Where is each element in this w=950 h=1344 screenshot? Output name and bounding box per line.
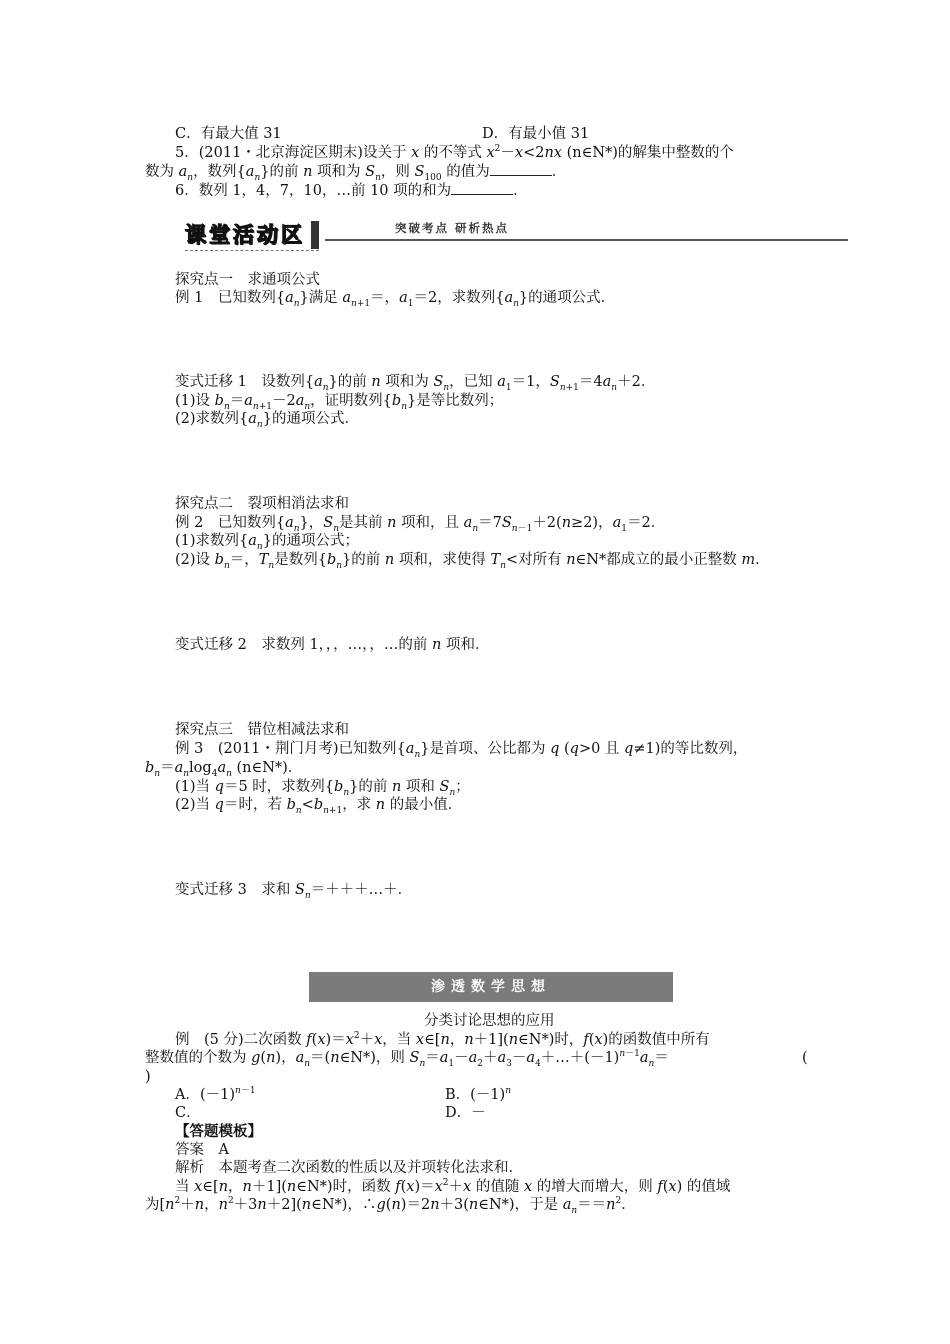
section-marker xyxy=(311,221,319,249)
example-3-line1: 例 3 (2011・荆门月考)已知数列$\{a_n\}$是首项、公比都为 q (q>0 且 q≠1)的等比数列， xyxy=(175,741,748,760)
section-subtitle: 突破考点 研析热点 xyxy=(395,221,510,235)
section-header xyxy=(185,219,848,253)
example-2: 例 2 已知数列$\{a_n\}$，$S_n$是其前 n 项和，且 $a_n=7S_{n-1}+2(n\ge 2)$，$a_1=2$． xyxy=(175,515,666,534)
question-5-line1: 5．(2011・北京海淀区期末)设关于 x 的不等式 $x^2-x<2nx$ (n∈N*)的解集中整数的个 xyxy=(175,144,734,161)
variant-2: 变式迁移 2 求数列 1，，，…，，…的前 n 项和． xyxy=(175,637,490,653)
question-5-line2: 数为 $a_n$，数列$\{a_n\}$的前 n 项和为 $S_n$，则 $S_{100}$ 的值为 ． xyxy=(145,164,567,183)
section-rule xyxy=(325,239,848,241)
section-title: 课堂活动区 xyxy=(185,223,305,247)
point-2-title: 探究点二 裂项相消法求和 xyxy=(175,496,349,512)
option-a: A．$(-1)^{n-1}$ xyxy=(175,1086,256,1103)
variant-1-line1: 变式迁移 1 设数列$\{a_n\}$的前 n 项和为 $S_n$，已知 $a_1=1$，$S_{n+1}=4a_n+2$． xyxy=(175,374,656,393)
answer-paren-close: ) xyxy=(145,1069,151,1085)
point-3-title: 探究点三 错位相减法求和 xyxy=(175,722,349,738)
question-6: 6．数列 1，4，7，10，…前 10 项的和为 ． xyxy=(175,183,528,199)
answer-blank xyxy=(451,182,513,195)
option-d: D．有最小值 31 xyxy=(482,126,590,142)
answer-blank xyxy=(490,163,552,176)
option-d-2: D．－ xyxy=(445,1105,486,1121)
example-3-part1: (1)当 q＝5 时，求数列$\{b_n\}$的前 n 项和 $S_n$； xyxy=(175,779,470,798)
example-line2: 整数值的个数为 g(n)，$a_n=(n\in N*)$，则 $S_n=a_1-a_2+a_3-a_4+\dots+(-1)^{n-1}a_n=$ xyxy=(145,1049,669,1069)
answer-template-title: 【答题模板】 xyxy=(175,1123,262,1140)
example-2-part2: (2)设 $b_n=$，$T_n$是数列$\{b_n\}$的前 n 项和，求使得 $T_n<$对所有 n∈N*都成立的最小正整数 m． xyxy=(175,552,770,571)
subsection-title: 分类讨论思想的应用 xyxy=(424,1013,555,1029)
analysis-line: 解析 本题考查二次函数的性质以及并项转化法求和． xyxy=(175,1160,523,1176)
option-c-2: C． xyxy=(175,1105,201,1121)
example-1: 例 1 已知数列$\{a_n\}$满足 $a_{n+1}=$，$a_1=2$，求数列$\{a_n\}$的通项公式． xyxy=(175,290,616,309)
section-dash xyxy=(185,250,319,251)
example-line1: 例 (5 分)二次函数 $f(x)=x^2+x$，当 x∈[n，n＋1](n∈N*)时，f(x)的函数值中所有 xyxy=(175,1031,710,1048)
solution-line2: 为[$n^2+n$，$n^2+3n+2](n\in N*)$，∴g(n)＝2n＋3(n∈N*)，于是 $a_n==n^2$． xyxy=(145,1196,636,1216)
example-3-line2: $b_n=a_n\log_4a_n$ (n∈N*)． xyxy=(145,760,303,779)
point-1-title: 探究点一 求通项公式 xyxy=(175,272,320,288)
variant-1-line2: (1)设 $b_n=a_{n+1}-2a_n$，证明数列$\{b_n\}$是等比数列； xyxy=(175,393,504,412)
thinking-banner: 渗透数学思想 xyxy=(309,972,673,1002)
answer-line: 答案 A xyxy=(175,1142,229,1158)
example-3-part2: (2)当 q＝时，若 $b_n<b_{n+1}$，求 n 的最小值． xyxy=(175,797,463,816)
variant-3: 变式迁移 3 求和 $S_n=+++\dots+$． xyxy=(175,882,413,901)
solution-line1: 当 x∈[n，n＋1](n∈N*)时，函数 $f(x)=x^2+x$ 的值随 x 的增大而增大，则 f(x) 的值域 xyxy=(175,1178,731,1195)
option-b: B．$(-1)^n$ xyxy=(445,1086,511,1103)
variant-1-line3: (2)求数列$\{a_n\}$的通项公式． xyxy=(175,411,359,430)
answer-paren-open: ( xyxy=(802,1050,808,1066)
example-2-part1: (1)求数列$\{a_n\}$的通项公式； xyxy=(175,533,359,552)
option-c: C．有最大值 31 xyxy=(175,126,282,142)
